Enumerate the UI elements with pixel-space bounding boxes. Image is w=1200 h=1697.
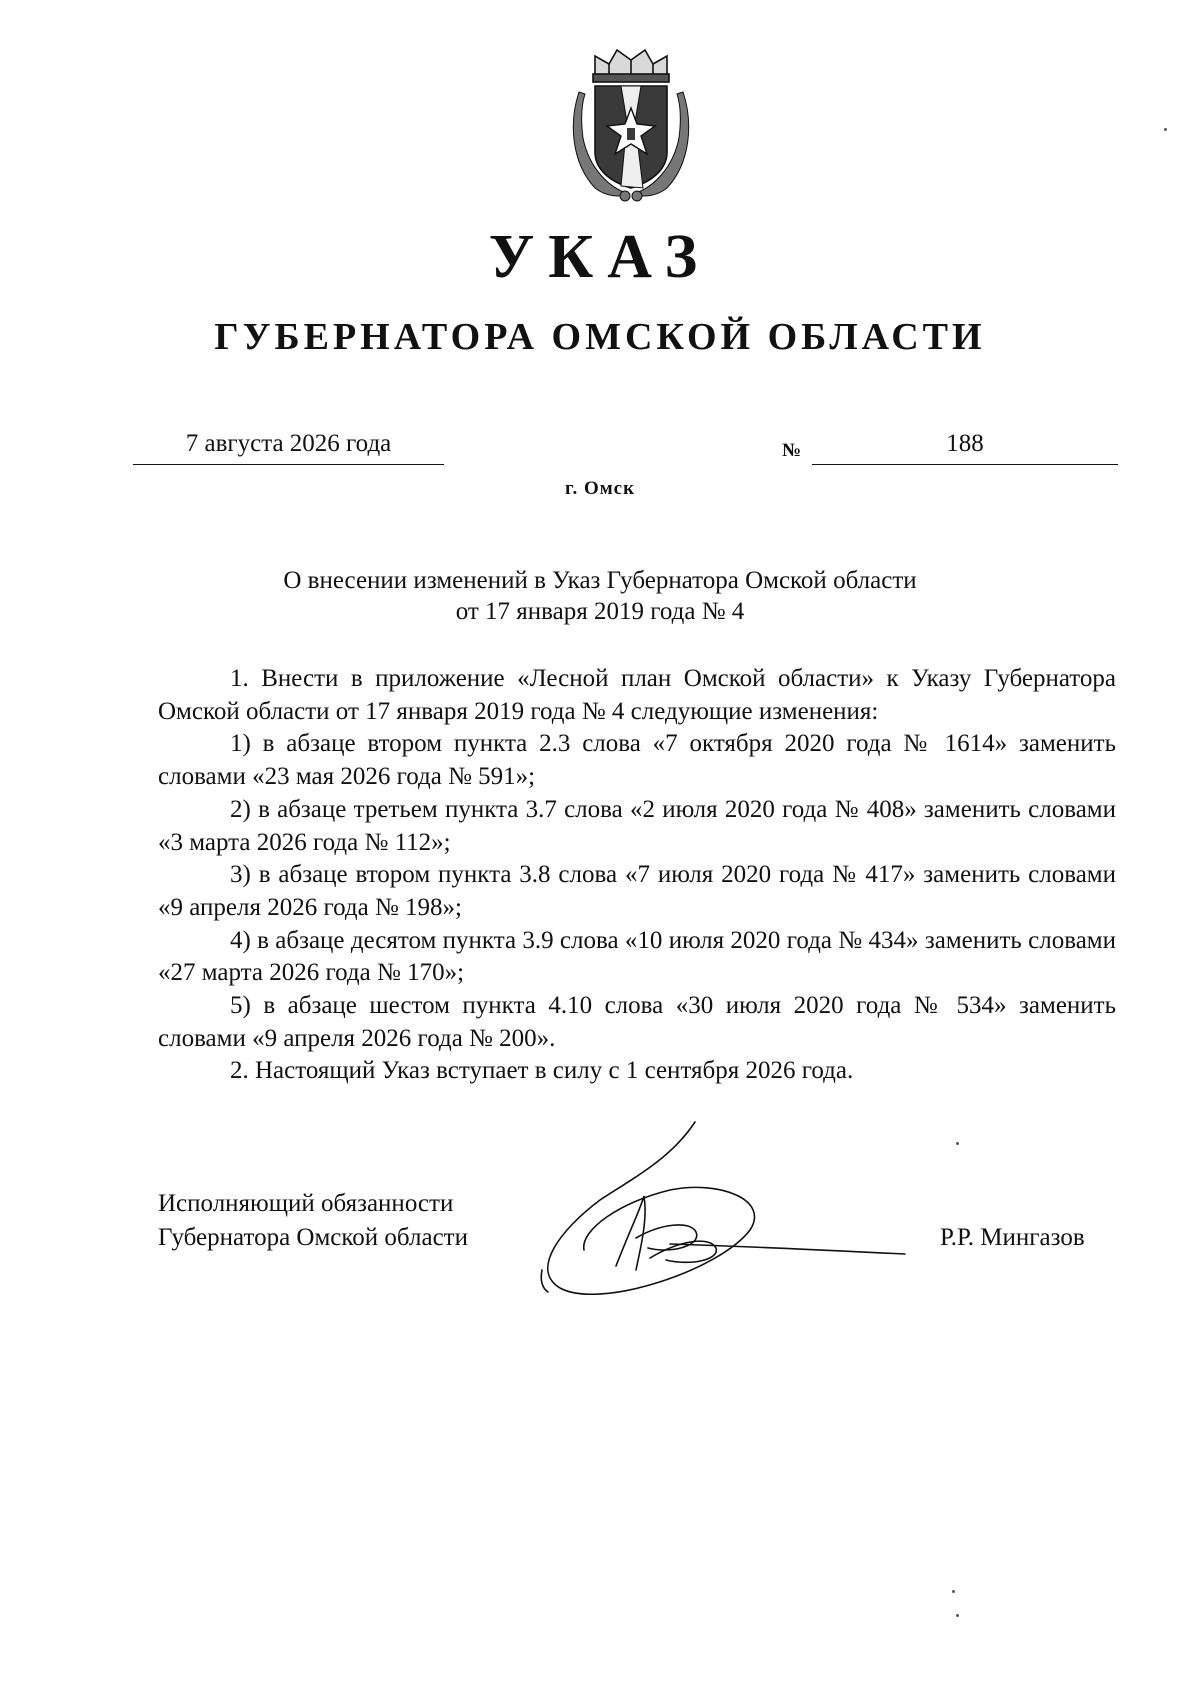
scan-speck — [956, 1142, 959, 1145]
handwritten-signature — [520, 1120, 910, 1295]
document-body — [158, 663, 1116, 1088]
amendment-item: 3) в абзаце втором пункта 3.8 слова «7 июля 2020 года № 417» заменить словами «9 апреля 2026 года № 198»; — [158, 861, 1116, 921]
signer-name: Р.Р. Мингазов — [940, 1224, 1085, 1251]
scan-speck — [952, 1590, 955, 1593]
body-paragraph: 2. Настоящий Указ вступает в силу с 1 сентября 2026 года. — [230, 1057, 854, 1085]
amendment-item: 5) в абзаце шестом пункта 4.10 слова «30 июля 2020 года № 534» заменить словами «9 апреля 2026 года № 200». — [158, 992, 1116, 1052]
amendment-item: 4) в абзаце десятом пункта 3.9 слова «10 июля 2020 года № 434» заменить словами «27 марта 2026 года № 170»; — [158, 926, 1116, 987]
amendment-item: 2) в абзаце третьем пункта 3.7 слова «2 июля 2020 года № 408» заменить словами «3 марта 2026 года № 112»; — [158, 795, 1116, 856]
document-issuer: ГУБЕРНАТОРА ОМСКОЙ ОБЛАСТИ — [214, 316, 986, 358]
subject-line: от 17 января 2019 года № 4 — [455, 598, 745, 625]
document-number: 188 — [812, 424, 1118, 465]
document-title: УКАЗ — [488, 223, 712, 291]
signer-position-line: Губернатора Омской области — [158, 1224, 468, 1251]
number-sign: № — [782, 440, 802, 461]
scan-speck — [1164, 128, 1167, 131]
signer-position — [158, 1187, 468, 1255]
document-subject — [150, 565, 1050, 627]
omsk-coat-of-arms-icon — [565, 42, 697, 204]
signer-position-line: Исполняющий обязанности — [158, 1190, 454, 1217]
document-date: 7 августа 2026 года — [133, 424, 444, 465]
amendment-item: 1) в абзаце втором пункта 2.3 слова «7 октября 2020 года № 1614» заменить словами «23 мая 2026 года № 591»; — [158, 730, 1116, 791]
scan-speck — [956, 1614, 959, 1617]
subject-line: О внесении изменений в Указ Губернатора Омской области — [283, 567, 917, 594]
body-paragraph: 1. Внести в приложение «Лесной план Омской области» к Указу Губернатора Омской области от 17 января 2019 года № 4 следующие изменения: — [158, 665, 1116, 725]
document-city: г. Омск — [564, 478, 636, 499]
